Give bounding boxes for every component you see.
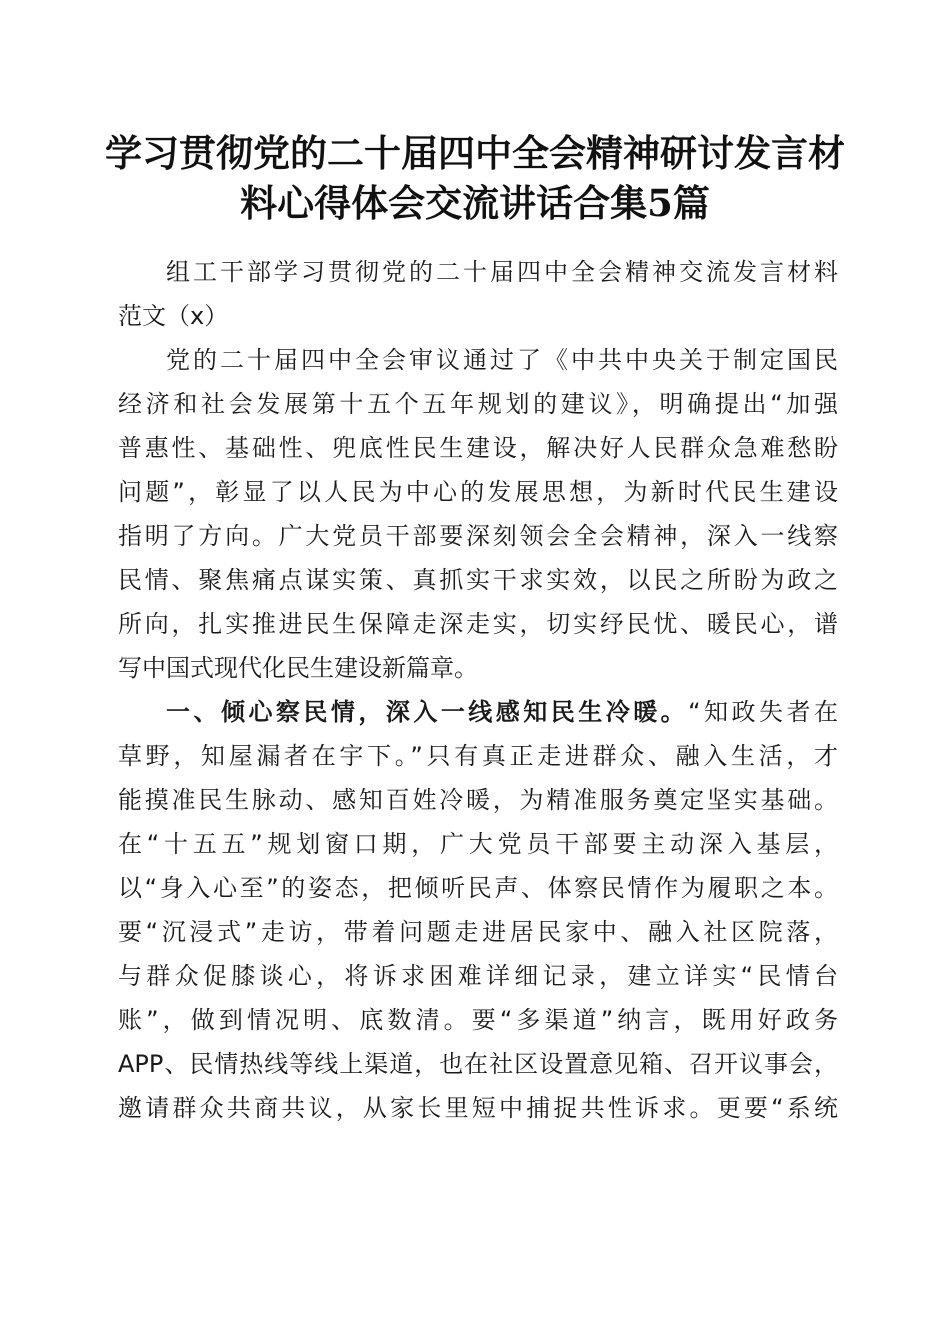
section1-line-4: 在“十五五”规划窗口期，广大党员干部要主动深入基层， [118, 830, 838, 858]
title-line-1: 学习贯彻党的二十届四中全会精神研讨发言材 [105, 131, 845, 175]
paragraph1-line-6: 民情、聚焦痛点谋实策、真抓实干求实效，以民之所盼为政之 [118, 566, 838, 594]
subtitle-line-1: 组工干部学习贯彻党的二十届四中全会精神交流发言材料 [166, 258, 838, 286]
section1-line-6: 要“沉浸式”走访，带着问题走进居民家中、融入社区院落， [118, 918, 838, 946]
section1-line-10: 邀请群众共商共议，从家长里短中捕捉共性诉求。更要“系统 [118, 1094, 838, 1122]
paragraph1-line-8: 写中国式现代化民生建设新篇章。 [118, 654, 478, 682]
paragraph1-line-3: 普惠性、基础性、兜底性民生建设，解决好人民群众急难愁盼 [118, 434, 838, 462]
paragraph1-line-1: 党的二十届四中全会审议通过了《中共中央关于制定国民 [166, 346, 838, 374]
paragraph1-line-5: 指明了方向。广大党员干部要深刻领会全会精神，深入一线察 [118, 522, 838, 550]
paragraph1-line-7: 所向，扎实推进民生保障走深走实，切实纾民忧、暖民心，谱 [118, 610, 838, 638]
section1-heading: 一、倾心察民情，深入一线感知民生冷暖。 [166, 698, 689, 726]
section1-line-5: 以“身入心至”的姿态，把倾听民声、体察民情作为履职之本。 [118, 874, 838, 902]
section1-line-7: 与群众促膝谈心，将诉求困难详细记录，建立详实“民情台 [118, 962, 838, 990]
section1-line-8: 账”，做到情况明、底数清。要“多渠道”纳言，既用好政务 [118, 1006, 838, 1034]
document-body [118, 250, 838, 1130]
section1-line-3: 能摸准民生脉动、感知百姓冷暖，为精准服务奠定坚实基础。 [118, 786, 838, 814]
paragraph1-line-4: 问题”，彰显了以人民为中心的发展思想，为新时代民生建设 [118, 478, 838, 506]
document-title [100, 128, 850, 228]
section1-first-line [118, 690, 838, 734]
section1-line-9: APP、民情热线等线上渠道，也在社区设置意见箱、召开议事会， [118, 1050, 838, 1078]
section1-first-line-rest: “知政失者在 [688, 698, 838, 726]
section1-line-2: 草野，知屋漏者在宇下。”只有真正走进群众、融入生活，才 [118, 742, 838, 770]
paragraph1-line-2: 经济和社会发展第十五个五年规划的建议》，明确提出“加强 [118, 390, 838, 418]
subtitle-line-2: 范文（x） [118, 302, 229, 330]
title-line-2: 料心得体会交流讲话合集5篇 [240, 181, 710, 225]
